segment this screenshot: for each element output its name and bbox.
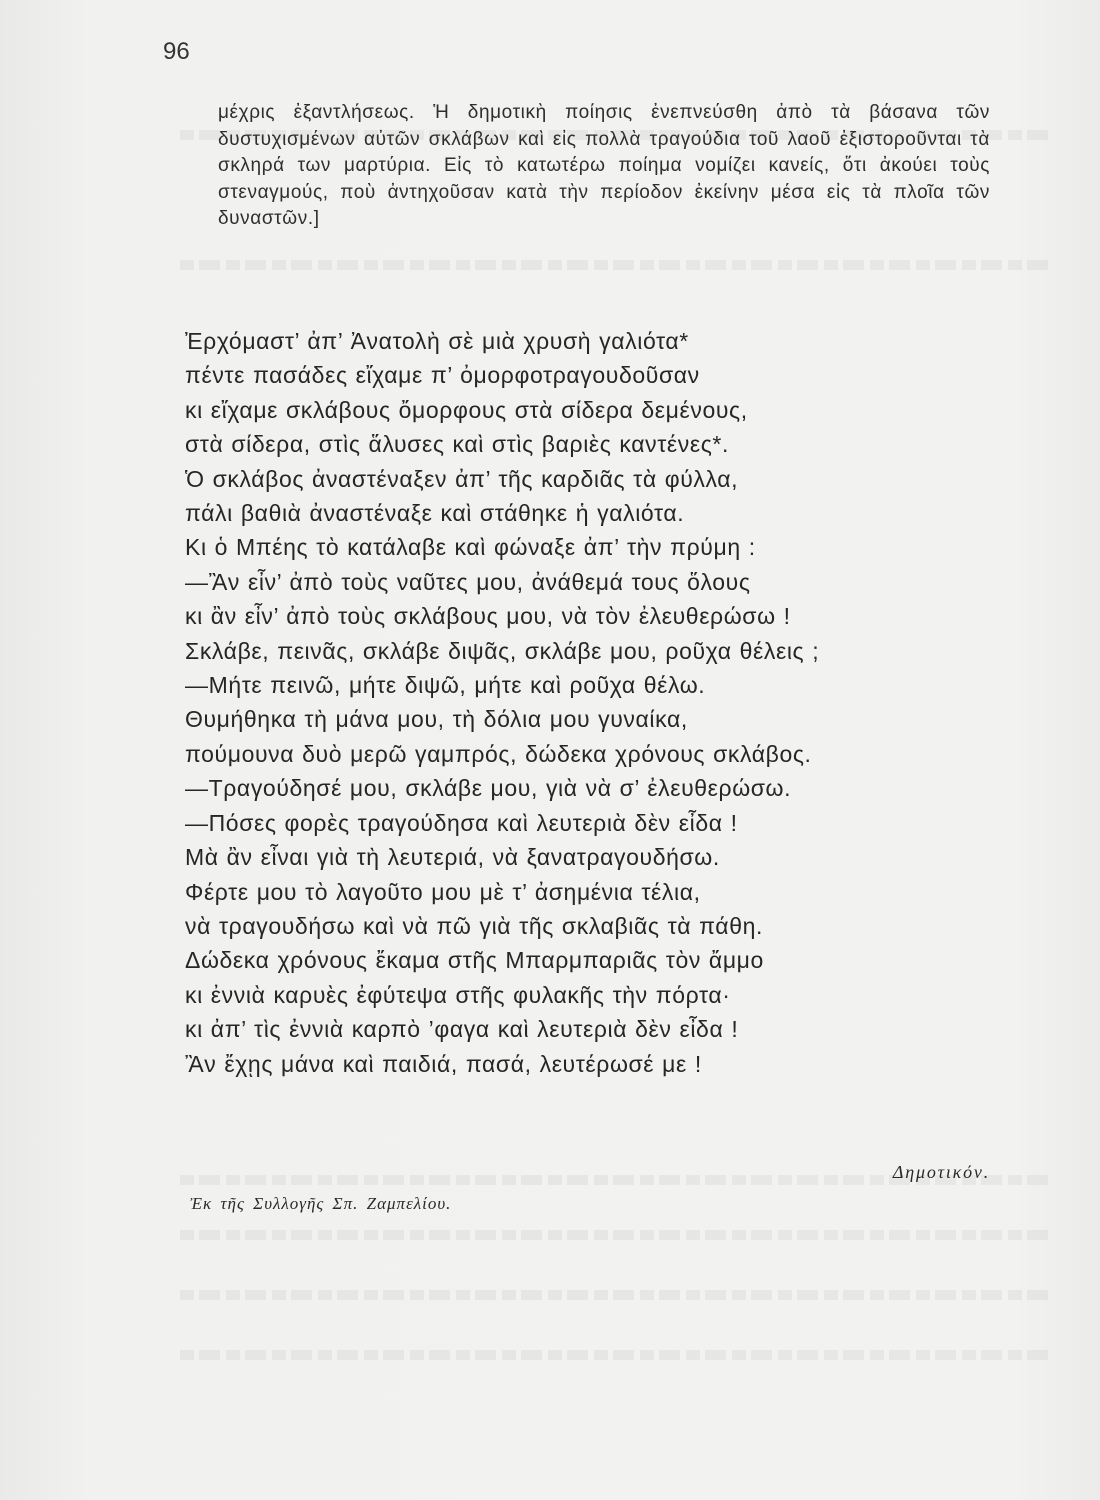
show-through-line (180, 1230, 1050, 1240)
intro-paragraph: μέχρις ἐξαντλήσεως. Ἡ δημοτικὴ ποίησις ἐνεπνεύσθη ἀπὸ τὰ βάσανα τῶν δυστυχισμένων αὐτῶν σκλάβων καὶ εἰς πολλὰ τραγούδια τοῦ λαοῦ ἐξιστοροῦνται τὰ σκληρά των μαρτύρια. Εἰς τὸ κατωτέρω ποίημα νομίζει κανείς, ὅτι ἀκούει τοὺς στεναγμούς, ποὺ ἀντηχοῦσαν κατὰ τὴν περίοδον ἐκείνην μέσα εἰς τὰ πλοῖα τῶν δυναστῶν.] (218, 102, 990, 229)
attribution: Δημοτικόν. (892, 1162, 990, 1182)
poem-line: —Μήτε πεινῶ, μήτε διψῶ, μήτε καὶ ροῦχα θέλω. (185, 672, 706, 699)
poem (185, 324, 1005, 1081)
poem-line: Θυμήθηκα τὴ μάνα μου, τὴ δόλια μου γυναίκα, (185, 706, 688, 733)
poem-line: νὰ τραγουδήσω καὶ νὰ πῶ γιὰ τῆς σκλαβιᾶς τὰ πάθη. (185, 912, 763, 939)
poem-line: κι εἴχαμε σκλάβους ὄμορφους στὰ σίδερα δεμένους, (185, 396, 748, 423)
poem-line: Δώδεκα χρόνους ἔκαμα στῆς Μπαρμπαριᾶς τὸν ἄμμο (185, 947, 764, 974)
poem-line: Φέρτε μου τὸ λαγοῦτο μου μὲ τ’ ἀσημένια τέλια, (185, 878, 701, 905)
show-through-line (180, 1350, 1050, 1360)
page-number: 96 (163, 38, 190, 65)
poem-line: πάλι βαθιὰ ἀναστέναξε καὶ στάθηκε ἡ γαλιότα. (185, 500, 685, 527)
poem-line: πούμουνα δυὸ μερῶ γαμπρός, δώδεκα χρόνους σκλάβος. (185, 740, 812, 767)
poem-line: Ἐρχόμαστ’ ἀπ’ Ἀνατολὴ σὲ μιὰ χρυσὴ γαλιότα* (185, 328, 689, 354)
poem-line: —Τραγούδησέ μου, σκλάβε μου, γιὰ νὰ σ’ ἐλευθερώσω. (185, 775, 792, 802)
poem-line: στὰ σίδερα, στὶς ἅλυσες καὶ στὶς βαριὲς καντένες*. (185, 431, 729, 458)
poem-line: Μὰ ἂν εἶναι γιὰ τὴ λευτεριά, νὰ ξανατραγουδήσω. (185, 844, 720, 871)
poem-line: —Πόσες φορὲς τραγούδησα καὶ λευτεριὰ δὲν εἶδα ! (185, 809, 738, 836)
poem-line: πέντε πασάδες εἴχαμε π’ ὀμορφοτραγουδοῦσαν (185, 362, 700, 389)
poem-line: —Ἂν εἶν’ ἀπὸ τοὺς ναῦτες μου, ἀνάθεμά τους ὅλους (185, 568, 751, 595)
show-through-line (180, 260, 1050, 270)
poem-line: κι ἐννιὰ καρυὲς ἐφύτεψα στῆς φυλακῆς τὴν πόρτα· (185, 981, 731, 1008)
poem-line: κι ἂν εἶν’ ἀπὸ τοὺς σκλάβους μου, νὰ τὸν ἐλευθερώσω ! (185, 603, 791, 630)
source-citation: Ἐκ τῆς Συλλογῆς Σπ. Ζαμπελίου. (190, 1194, 452, 1213)
poem-line: Ἂν ἔχῃς μάνα καὶ παιδιά, πασά, λευτέρωσέ με ! (185, 1050, 702, 1077)
poem-line: κι ἀπ’ τὶς ἐννιὰ καρπὸ ’φαγα καὶ λευτεριὰ δὲν εἶδα ! (185, 1016, 739, 1043)
poem-line: Ὁ σκλάβος ἀναστέναξεν ἀπ’ τῆς καρδιᾶς τὰ φύλλα, (185, 465, 739, 492)
poem-line: Σκλάβε, πεινᾶς, σκλάβε διψᾶς, σκλάβε μου, ροῦχα θέλεις ; (185, 637, 820, 664)
show-through-line (180, 1290, 1050, 1300)
poem-line: Κι ὁ Μπέης τὸ κατάλαβε καὶ φώναξε ἀπ’ τὴν πρύμη : (185, 534, 756, 561)
